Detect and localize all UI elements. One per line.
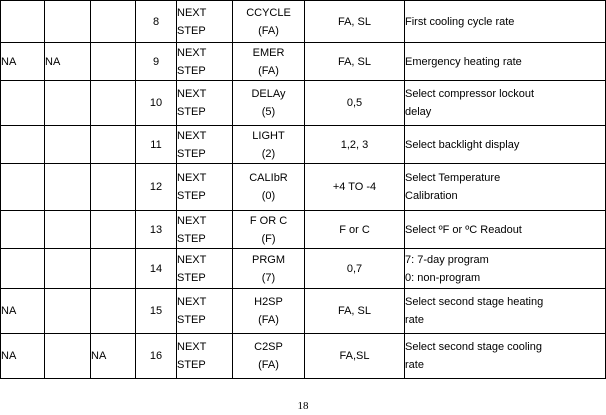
applicability-col2: NA xyxy=(45,43,91,81)
applicability-col1 xyxy=(1,164,45,211)
description-line: rate xyxy=(405,314,424,326)
display-code-line: CALIbR xyxy=(249,172,288,184)
applicability-col2 xyxy=(45,126,91,164)
display-code xyxy=(233,43,305,81)
description-line: Calibration xyxy=(405,190,458,202)
options-value: 0,5 xyxy=(305,81,405,126)
description xyxy=(405,211,606,249)
step-number: 13 xyxy=(136,211,177,249)
step-label xyxy=(177,289,233,334)
display-code xyxy=(233,164,305,211)
options-value: FA, SL xyxy=(305,43,405,81)
step-label-line: STEP xyxy=(177,232,206,245)
step-label-line: NEXT xyxy=(177,253,207,266)
step-number: 9 xyxy=(136,43,177,81)
display-code-line: H2SP xyxy=(254,296,283,308)
display-code-line: (FA) xyxy=(258,64,279,77)
applicability-col3 xyxy=(91,289,136,334)
applicability-col1 xyxy=(1,126,45,164)
applicability-col1 xyxy=(1,249,45,289)
applicability-col2 xyxy=(45,249,91,289)
step-label-line: STEP xyxy=(177,190,206,202)
display-code-line: (FA) xyxy=(258,24,279,37)
description xyxy=(405,334,606,379)
description xyxy=(405,164,606,211)
options-value: FA,SL xyxy=(305,334,405,379)
description xyxy=(405,126,606,164)
description xyxy=(405,289,606,334)
step-label xyxy=(177,81,233,126)
step-label xyxy=(177,164,233,211)
step-label-line: STEP xyxy=(177,106,206,118)
applicability-col2 xyxy=(45,81,91,126)
display-code-line: EMER xyxy=(252,46,285,59)
step-number: 14 xyxy=(136,249,177,289)
step-number: 11 xyxy=(136,126,177,164)
step-label-line: NEXT xyxy=(177,6,207,19)
step-label-line: NEXT xyxy=(177,88,207,100)
step-label-line: NEXT xyxy=(177,341,207,353)
description xyxy=(405,81,606,126)
description xyxy=(405,249,606,289)
table-row xyxy=(1,211,606,249)
description xyxy=(405,1,606,43)
display-code-line: (F) xyxy=(261,232,276,245)
display-code xyxy=(233,211,305,249)
display-code-line: (5) xyxy=(261,106,276,118)
table-row xyxy=(1,289,606,334)
applicability-col3 xyxy=(91,1,136,43)
applicability-col1 xyxy=(1,211,45,249)
display-code-line: CCYCLE xyxy=(246,6,291,19)
description-line: 0: non-program xyxy=(405,271,481,284)
table-body xyxy=(1,1,606,379)
options-value: FA, SL xyxy=(305,289,405,334)
display-code-line: PRGM xyxy=(252,253,285,266)
step-label-line: STEP xyxy=(177,271,206,284)
display-code xyxy=(233,249,305,289)
table-row xyxy=(1,334,606,379)
applicability-col3 xyxy=(91,126,136,164)
page-number: 18 xyxy=(297,400,309,412)
description-line: delay xyxy=(405,106,432,118)
step-label xyxy=(177,249,233,289)
display-code-line: C2SP xyxy=(254,341,283,353)
step-label xyxy=(177,334,233,379)
description-line: Select compressor lockout xyxy=(405,88,534,100)
description xyxy=(405,43,606,81)
applicability-col1: NA xyxy=(1,334,45,379)
description-line: Select backlight display xyxy=(405,138,520,151)
table-row xyxy=(1,126,606,164)
description-line: rate xyxy=(405,359,424,371)
display-code xyxy=(233,1,305,43)
step-label-line: STEP xyxy=(177,359,206,371)
applicability-col1 xyxy=(1,81,45,126)
step-label-line: NEXT xyxy=(177,296,207,308)
display-code-line: (7) xyxy=(261,271,276,284)
applicability-col2 xyxy=(45,164,91,211)
applicability-col2 xyxy=(45,289,91,334)
step-label-line: STEP xyxy=(177,24,206,37)
display-code xyxy=(233,126,305,164)
display-code-line: (0) xyxy=(261,190,276,202)
step-label xyxy=(177,1,233,43)
step-label-line: NEXT xyxy=(177,172,207,184)
step-label-line: NEXT xyxy=(177,214,207,227)
description-line: Select second stage heating xyxy=(405,296,544,308)
step-label-line: NEXT xyxy=(177,46,207,59)
options-value: 0,7 xyxy=(305,249,405,289)
step-label-line: NEXT xyxy=(177,129,207,142)
applicability-col3: NA xyxy=(91,334,136,379)
step-label-line: STEP xyxy=(177,64,206,77)
table-row xyxy=(1,249,606,289)
applicability-col3 xyxy=(91,164,136,211)
applicability-col2 xyxy=(45,211,91,249)
step-label-line: STEP xyxy=(177,147,206,160)
description-line: Select Temperature xyxy=(405,172,501,184)
display-code-line: (2) xyxy=(261,147,276,160)
step-number: 12 xyxy=(136,164,177,211)
applicability-col3 xyxy=(91,43,136,81)
applicability-col3 xyxy=(91,211,136,249)
description-line: Select second stage cooling xyxy=(405,341,542,353)
display-code-line: DELAy xyxy=(251,88,286,100)
options-value: F or C xyxy=(305,211,405,249)
step-number: 10 xyxy=(136,81,177,126)
description-line: Select ºF or ºC Readout xyxy=(405,223,522,236)
applicability-col1: NA xyxy=(1,43,45,81)
step-label xyxy=(177,126,233,164)
step-number: 15 xyxy=(136,289,177,334)
display-code-line: LIGHT xyxy=(252,129,285,142)
options-value: 1,2, 3 xyxy=(305,126,405,164)
applicability-col3 xyxy=(91,81,136,126)
table-row xyxy=(1,1,606,43)
step-label-line: STEP xyxy=(177,314,206,326)
options-value: FA, SL xyxy=(305,1,405,43)
display-code xyxy=(233,334,305,379)
table-row xyxy=(1,43,606,81)
step-label xyxy=(177,43,233,81)
step-number: 16 xyxy=(136,334,177,379)
display-code xyxy=(233,289,305,334)
display-code-line: (FA) xyxy=(258,359,279,371)
display-code xyxy=(233,81,305,126)
display-code-line: (FA) xyxy=(258,314,279,326)
applicability-col2 xyxy=(45,1,91,43)
applicability-col1 xyxy=(1,1,45,43)
table-row xyxy=(1,164,606,211)
step-label xyxy=(177,211,233,249)
applicability-col1: NA xyxy=(1,289,45,334)
applicability-col2 xyxy=(45,334,91,379)
table-row xyxy=(1,81,606,126)
description-line: First cooling cycle rate xyxy=(405,15,515,28)
description-line: Emergency heating rate xyxy=(405,55,522,68)
display-code-line: F OR C xyxy=(249,214,288,227)
applicability-col3 xyxy=(91,249,136,289)
step-number: 8 xyxy=(136,1,177,43)
options-value: +4 TO -4 xyxy=(305,164,405,211)
description-line: 7: 7-day program xyxy=(405,253,489,266)
